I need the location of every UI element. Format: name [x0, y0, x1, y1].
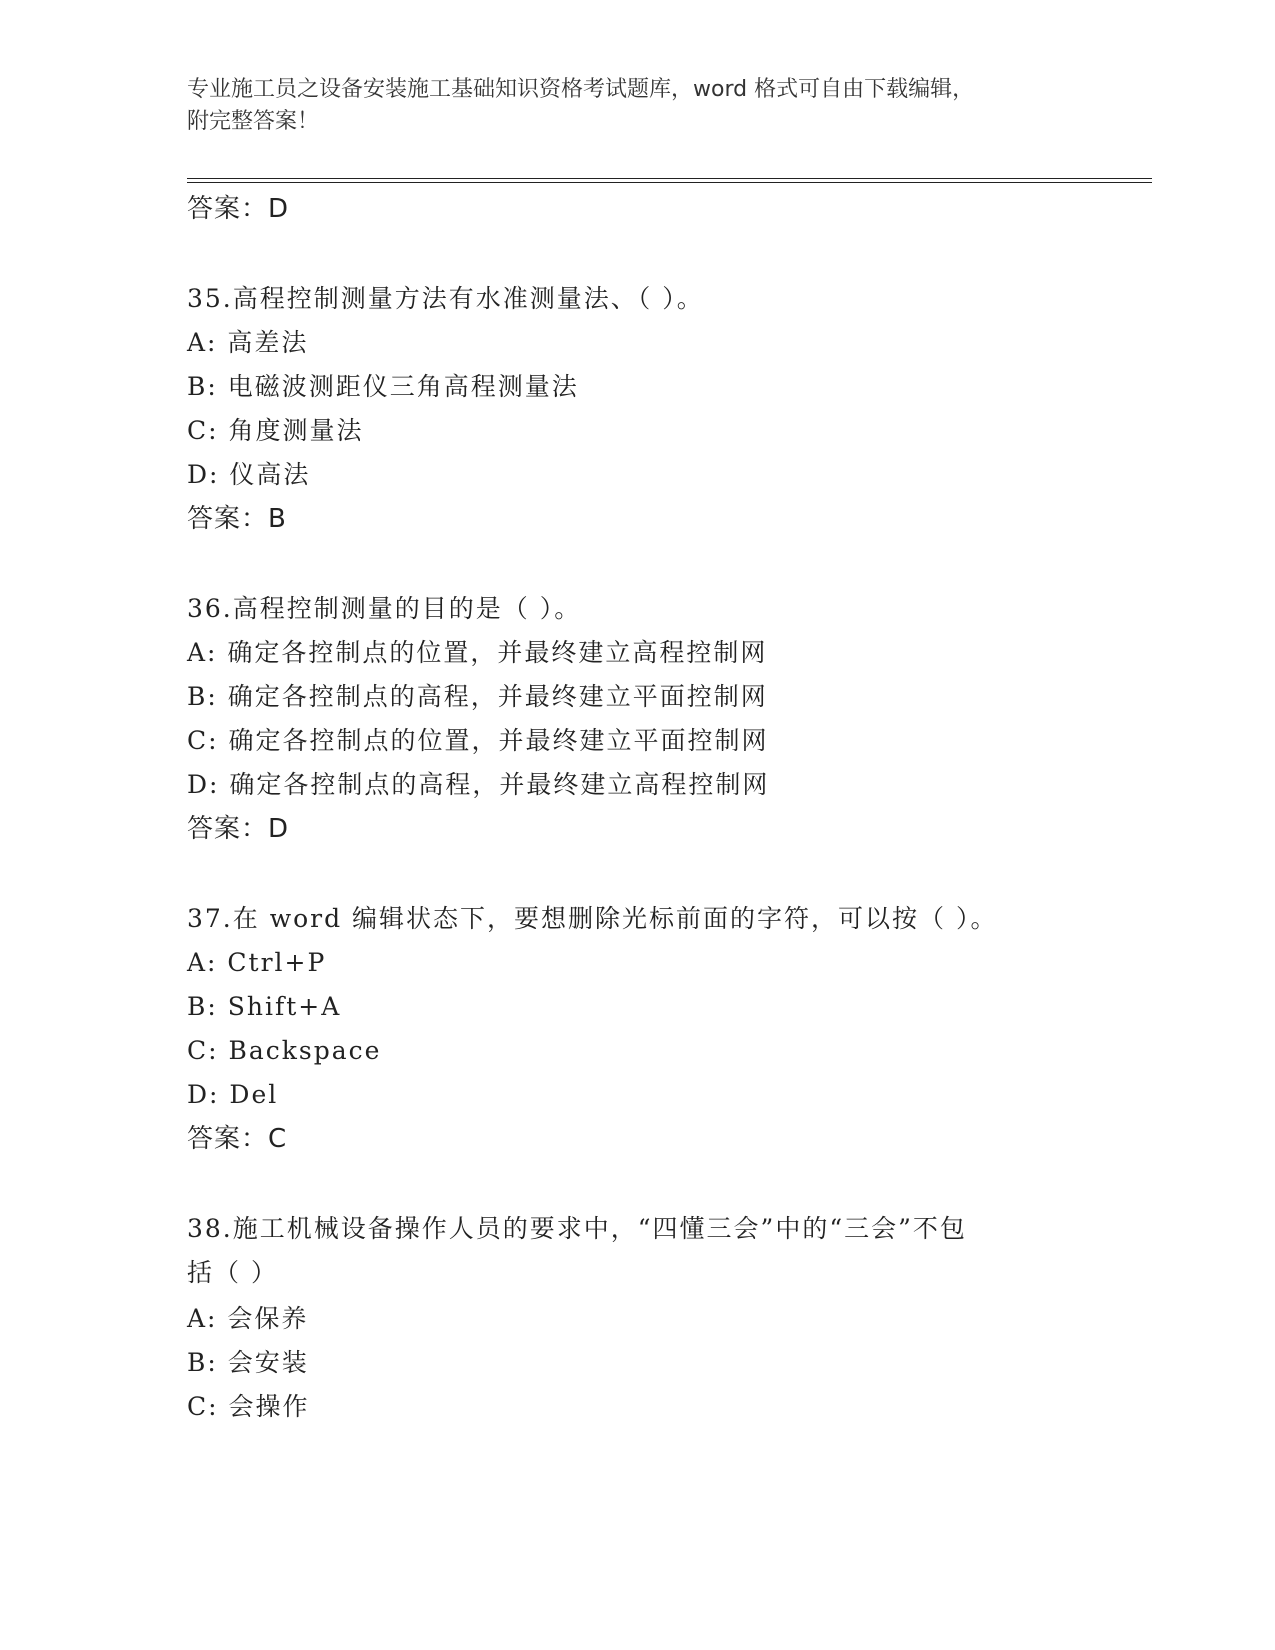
option-d: D: 确定各控制点的高程，并最终建立高程控制网 [187, 770, 770, 799]
header-line-1: 专业施工员之设备安装施工基础知识资格考试题库，word 格式可自由下载编辑， [187, 77, 975, 102]
option-b: B: 确定各控制点的高程，并最终建立平面控制网 [187, 682, 768, 711]
answer: 答案：B [187, 504, 287, 534]
question-stem-continued: 括（ ） [187, 1258, 278, 1287]
header-divider [187, 178, 1152, 183]
option-c: C: 角度测量法 [187, 416, 364, 445]
option-c: C: Backspace [187, 1036, 382, 1065]
option-b: B: 电磁波测距仪三角高程测量法 [187, 372, 579, 401]
option-c: C: 会操作 [187, 1392, 310, 1421]
question-stem: 37.在 word 编辑状态下，要想删除光标前面的字符，可以按（ ）。 [187, 904, 998, 933]
option-b: B: Shift+A [187, 992, 342, 1021]
question-stem: 36.高程控制测量的目的是（ ）。 [187, 594, 582, 623]
option-d: D: Del [187, 1080, 279, 1109]
option-a: A: 确定各控制点的位置，并最终建立高程控制网 [187, 638, 768, 667]
previous-answer: 答案：D [187, 194, 290, 224]
option-a: A: Ctrl+P [187, 948, 327, 977]
answer: 答案：D [187, 814, 290, 844]
option-c: C: 确定各控制点的位置，并最终建立平面控制网 [187, 726, 769, 755]
option-a: A: 高差法 [187, 328, 309, 357]
question-stem: 35.高程控制测量方法有水准测量法、（ ）。 [187, 284, 704, 313]
option-d: D: 仪高法 [187, 460, 311, 489]
header-line-2: 附完整答案！ [187, 109, 320, 134]
document-header [187, 74, 1087, 138]
question-stem: 38.施工机械设备操作人员的要求中，“四懂三会”中的“三会”不包 [187, 1214, 967, 1243]
option-a: A: 会保养 [187, 1304, 309, 1333]
option-b: B: 会安装 [187, 1348, 309, 1377]
answer: 答案：C [187, 1124, 288, 1154]
